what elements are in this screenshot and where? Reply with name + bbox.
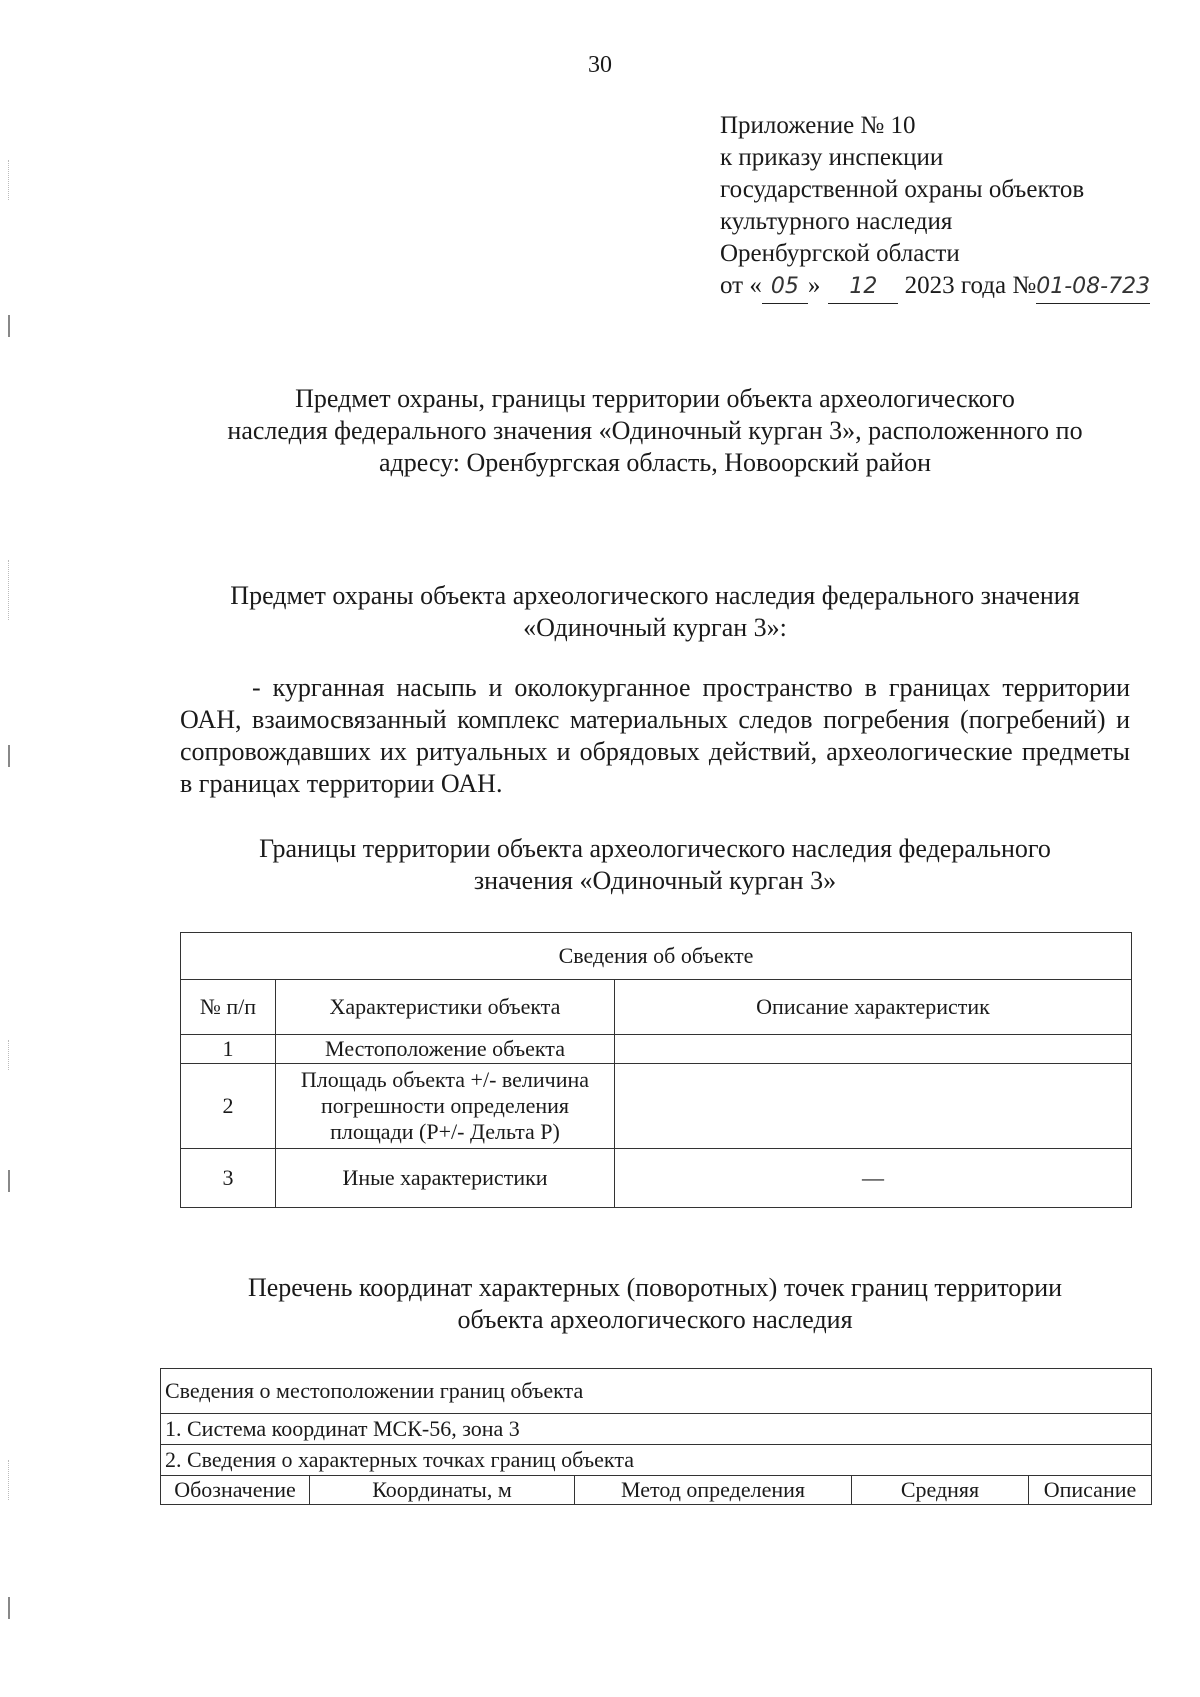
heading-line: Границы территории объекта археологического наследия федерального (259, 834, 1051, 863)
column-header: Характеристики объекта (276, 980, 615, 1035)
handwritten-day: 05 (762, 271, 808, 304)
year-text: 2023 года № (904, 272, 1037, 299)
handwritten-month: 12 (828, 271, 898, 304)
protection-subject-paragraph: - курганная насыпь и околокурганное пространство в границах территории ОАН, взаимосвязанный комплекс материальных следов погребения (погребений) и сопровождавших их ритуальных и обрядовых действий, археологические предметы в границах территории ОАН. (180, 673, 1130, 798)
scan-artifact (8, 745, 18, 767)
appendix-date-line (720, 270, 1150, 304)
row-characteristic: Местоположение объекта (276, 1035, 615, 1064)
scan-artifact (8, 560, 17, 620)
scan-artifact (8, 1040, 17, 1070)
heading-line: значения «Одиночный курган 3» (473, 866, 837, 895)
table-row (181, 1149, 1132, 1208)
row-characteristic: Иные характеристики (276, 1149, 615, 1208)
row-number: 1 (181, 1035, 276, 1064)
table-header-row (161, 1476, 1152, 1505)
date-mid: » (807, 272, 821, 299)
appendix-line: к приказу инспекции (720, 144, 944, 171)
table-caption-row (181, 933, 1132, 980)
column-header: Обозначение (161, 1476, 310, 1505)
appendix-title: Приложение № 10 (720, 112, 916, 139)
row-characteristic: Площадь объекта +/- величина погрешности определения площади (P+/- Дельта P) (276, 1064, 615, 1149)
main-title-line: наследия федерального значения «Одиночный курган 3», расположенного по (227, 416, 1083, 445)
table-row (161, 1445, 1152, 1476)
coordinate-system-row: 1. Система координат МСК-56, зона 3 (161, 1414, 1152, 1445)
row-number: 3 (181, 1149, 276, 1208)
table-header-row (181, 980, 1132, 1035)
boundaries-heading (180, 833, 1130, 897)
protection-subject-heading (180, 580, 1130, 644)
column-header: Описание характеристик (615, 980, 1132, 1035)
scan-artifact (8, 1460, 17, 1500)
table-row (161, 1369, 1152, 1414)
main-title-line: адресу: Оренбургская область, Новоорский район (378, 448, 932, 477)
table-caption: Сведения об объекте (181, 933, 1132, 980)
appendix-line: культурного наследия (720, 208, 953, 235)
row-description: — (615, 1149, 1132, 1208)
points-info-row: 2. Сведения о характерных точках границ объекта (161, 1445, 1152, 1476)
row-description (615, 1064, 1132, 1149)
appendix-line: Оренбургской области (720, 240, 960, 267)
object-info-table (180, 932, 1132, 1208)
scan-artifact (8, 315, 18, 337)
column-header: Метод определения (575, 1476, 852, 1505)
table-row (181, 1035, 1132, 1064)
date-prefix: от « (720, 272, 762, 299)
location-table (160, 1368, 1152, 1505)
scan-artifact (8, 1597, 18, 1619)
heading-line: «Одиночный курган 3»: (523, 613, 787, 642)
heading-line: Предмет охраны объекта археологического наследия федерального значения (230, 581, 1080, 610)
scan-artifact (8, 160, 17, 200)
heading-line: Перечень координат характерных (поворотных) точек границ территории (247, 1273, 1063, 1302)
column-header: Средняя (852, 1476, 1029, 1505)
table-row (161, 1414, 1152, 1445)
main-title-line: Предмет охраны, границы территории объекта археологического (295, 384, 1015, 413)
row-description (615, 1035, 1132, 1064)
column-header: Описание (1029, 1476, 1152, 1505)
location-info-row: Сведения о местоположении границ объекта (161, 1369, 1152, 1414)
scan-artifact (8, 1170, 18, 1192)
main-title (180, 383, 1130, 479)
appendix-block (720, 110, 1150, 304)
coordinates-heading (180, 1272, 1130, 1336)
column-header: № п/п (181, 980, 276, 1035)
column-header: Координаты, м (310, 1476, 575, 1505)
appendix-line: государственной охраны объектов (720, 176, 1085, 203)
heading-line: объекта археологического наследия (457, 1305, 853, 1334)
row-number: 2 (181, 1064, 276, 1149)
page-number: 30 (588, 52, 612, 78)
table-row (181, 1064, 1132, 1149)
handwritten-order-number: 01-08-723 (1036, 271, 1150, 304)
